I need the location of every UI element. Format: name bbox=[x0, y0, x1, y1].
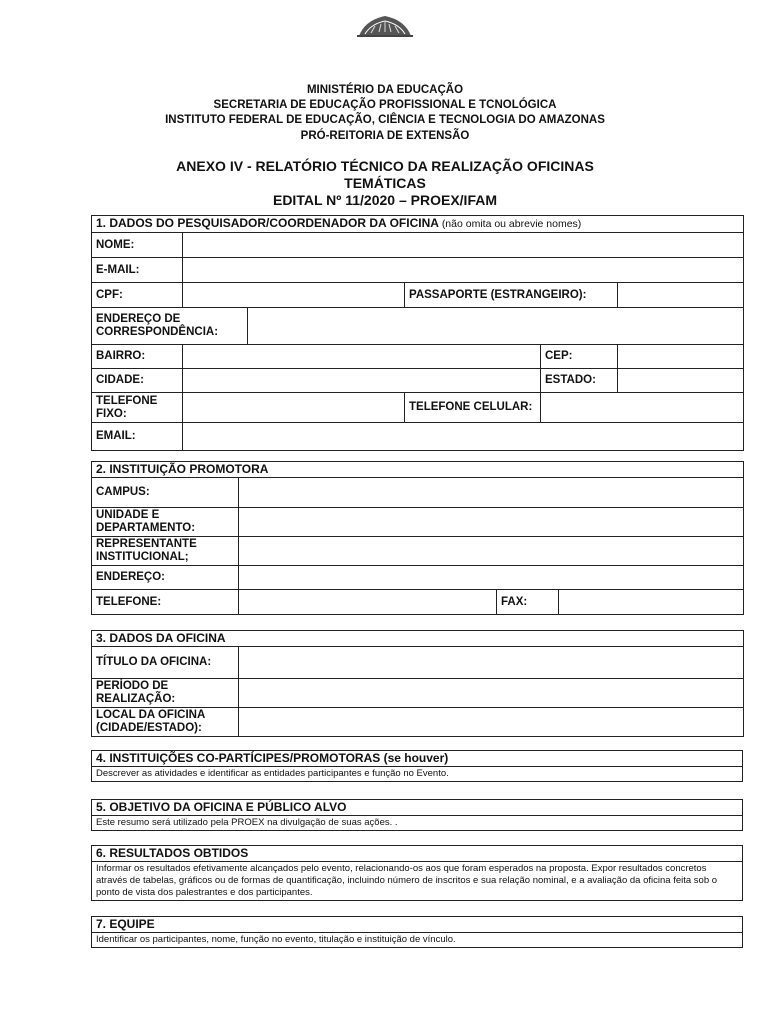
section-5-heading: 5. OBJETIVO DA OFICINA E PÚBLICO ALVO bbox=[92, 800, 743, 816]
section-5-table bbox=[91, 799, 743, 831]
document-title-line-2: TEMÁTICAS bbox=[344, 175, 426, 191]
nome-field[interactable] bbox=[183, 233, 744, 258]
section-6-heading: 6. RESULTADOS OBTIDOS bbox=[92, 846, 743, 862]
representante-label: REPRESENTANTE INSTITUCIONAL; bbox=[92, 537, 239, 566]
bairro-field[interactable] bbox=[183, 345, 541, 369]
passaporte-field[interactable] bbox=[618, 283, 744, 308]
campus-label: CAMPUS: bbox=[92, 478, 239, 508]
titulo-oficina-label: TÍTULO DA OFICINA: bbox=[92, 647, 239, 679]
endereco-instituicao-field[interactable] bbox=[239, 566, 744, 590]
telefone-celular-field[interactable] bbox=[541, 393, 744, 423]
email2-label: EMAIL: bbox=[92, 423, 183, 451]
telefone-label: TELEFONE: bbox=[92, 590, 239, 615]
section-2-table bbox=[91, 461, 744, 615]
unidade-field[interactable] bbox=[239, 508, 744, 537]
section-7-description[interactable]: Identificar os participantes, nome, função no evento, titulação e instituição de vínculo. bbox=[92, 933, 743, 948]
header-line-3: INSTITUTO FEDERAL DE EDUCAÇÃO, CIÊNCIA E TECNOLOGIA DO AMAZONAS bbox=[165, 114, 605, 126]
campus-field[interactable] bbox=[239, 478, 744, 508]
section-1-heading: 1. DADOS DO PESQUISADOR/COORDENADOR DA OFICINA (não omita ou abrevie nomes) bbox=[92, 216, 744, 233]
fax-label: FAX: bbox=[497, 590, 559, 615]
document-title-line-1: ANEXO IV - RELATÓRIO TÉCNICO DA REALIZAÇÃO OFICINAS bbox=[176, 158, 594, 174]
section-6-description[interactable]: Informar os resultados efetivamente alcançados pelo evento, relacionando-os aos que foram esperados na proposta. Expor resultados concretos através de tabelas, gráficos ou de formas de quantificação, incluindo número de inscritos e sua relação nominal, e a avaliação da oficina feita sob o ponto de vista dos palestrantes e dos participantes. bbox=[92, 862, 743, 901]
cpf-label: CPF: bbox=[92, 283, 183, 308]
local-oficina-field[interactable] bbox=[239, 708, 744, 737]
nome-label: NOME: bbox=[92, 233, 183, 258]
cidade-field[interactable] bbox=[183, 369, 541, 393]
cep-field[interactable] bbox=[618, 345, 744, 369]
header-line-2: SECRETARIA DE EDUCAÇÃO PROFISSIONAL E TCNOLÓGICA bbox=[213, 99, 557, 111]
cidade-label: CIDADE: bbox=[92, 369, 183, 393]
estado-label: ESTADO: bbox=[541, 369, 618, 393]
section-6-table bbox=[91, 845, 743, 901]
cep-label: CEP: bbox=[541, 345, 618, 369]
cpf-field[interactable] bbox=[183, 283, 405, 308]
telefone-celular-label: TELEFONE CELULAR: bbox=[405, 393, 541, 423]
local-oficina-label: LOCAL DA OFICINA (CIDADE/ESTADO): bbox=[92, 708, 239, 737]
email-label: E-MAIL: bbox=[92, 258, 183, 283]
periodo-field[interactable] bbox=[239, 679, 744, 708]
section-1-table bbox=[91, 215, 744, 451]
endereco-instituicao-label: ENDEREÇO: bbox=[92, 566, 239, 590]
section-3-heading: 3. DADOS DA OFICINA bbox=[92, 631, 744, 647]
fax-field[interactable] bbox=[559, 590, 744, 615]
estado-field[interactable] bbox=[618, 369, 744, 393]
endereco-field[interactable] bbox=[248, 308, 744, 345]
section-4-description[interactable]: Descrever as atividades e identificar as entidades participantes e função no Evento. bbox=[92, 767, 743, 782]
section-7-heading: 7. EQUIPE bbox=[92, 917, 743, 933]
representante-field[interactable] bbox=[239, 537, 744, 566]
passaporte-label: PASSAPORTE (ESTRANGEIRO): bbox=[405, 283, 618, 308]
header-line-4: PRÓ-REITORIA DE EXTENSÃO bbox=[300, 130, 470, 142]
header-line-1: MINISTÉRIO DA EDUCAÇÃO bbox=[306, 84, 464, 96]
unidade-label: UNIDADE E DEPARTAMENTO: bbox=[92, 508, 239, 537]
coat-of-arms-icon bbox=[355, 12, 415, 38]
email2-field[interactable] bbox=[183, 423, 744, 451]
telefone-fixo-label: TELEFONE FIXO: bbox=[92, 393, 183, 423]
endereco-label: ENDEREÇO DE CORRESPONDÊNCIA: bbox=[92, 308, 248, 345]
section-4-table bbox=[91, 750, 743, 782]
document-title-line-3: EDITAL Nº 11/2020 – PROEX/IFAM bbox=[272, 192, 497, 208]
titulo-oficina-field[interactable] bbox=[239, 647, 744, 679]
email-field[interactable] bbox=[183, 258, 744, 283]
telefone-fixo-field[interactable] bbox=[183, 393, 405, 423]
section-4-heading: 4. INSTITUIÇÕES CO-PARTÍCIPES/PROMOTORAS (se houver) bbox=[92, 751, 743, 767]
bairro-label: BAIRRO: bbox=[92, 345, 183, 369]
telefone-field[interactable] bbox=[239, 590, 497, 615]
periodo-label: PERÍODO DE REALIZAÇÃO: bbox=[92, 679, 239, 708]
section-7-table bbox=[91, 916, 743, 948]
section-5-description[interactable]: Este resumo será utilizado pela PROEX na divulgação de suas ações. . bbox=[92, 816, 743, 831]
section-2-heading: 2. INSTITUIÇÃO PROMOTORA bbox=[92, 462, 744, 478]
section-3-table bbox=[91, 630, 744, 737]
